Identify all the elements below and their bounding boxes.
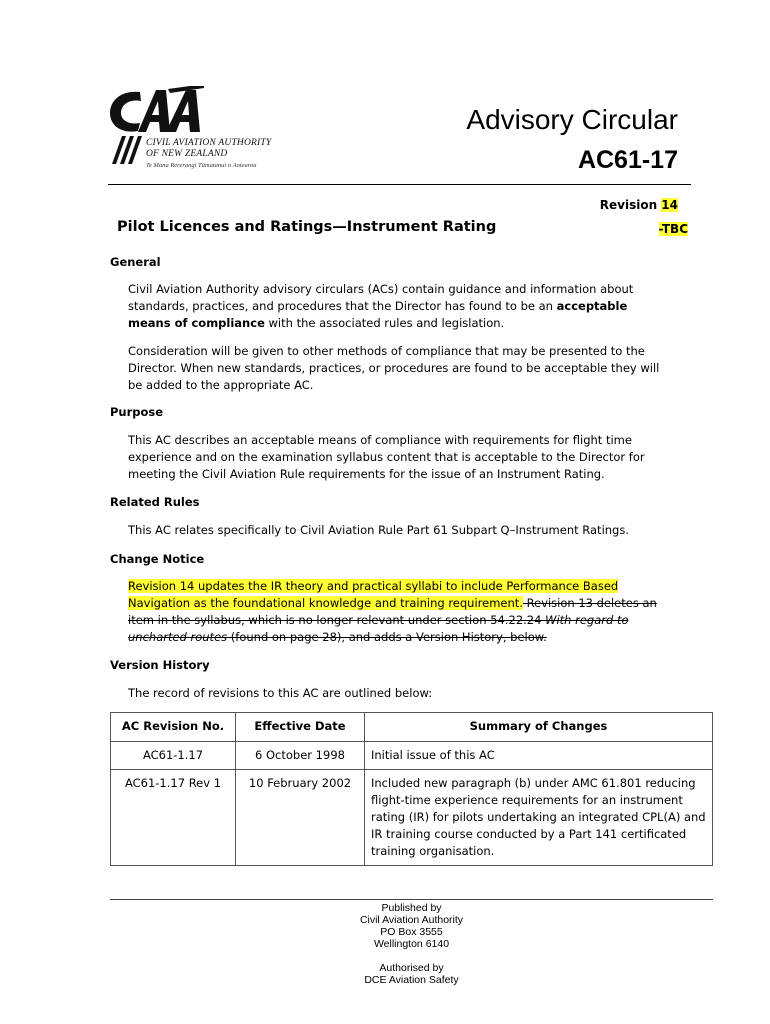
table-header-row (111, 713, 713, 742)
heading-purpose: Purpose (110, 405, 164, 419)
header-divider (108, 184, 691, 185)
revision-number: 14 (661, 198, 678, 212)
revision-tbc (659, 222, 688, 236)
logo-text-line3: Te Mana Rererangi Tūmatanui o Aotearoa (146, 162, 257, 169)
table-cell-revision: AC61-1.17 (111, 742, 236, 770)
change-notice-struck-b: (found on page 28), and adds a Version History, below. (227, 630, 547, 644)
version-history-intro: The record of revisions to this AC are outlined below: (128, 686, 433, 700)
footer-published-by: Published by (381, 902, 442, 914)
general-p1-text-b: with the associated rules and legislation. (264, 316, 505, 330)
footer-org: Civil Aviation Authority (359, 914, 464, 926)
table-cell-revision: AC61-1.17 Rev 1 (111, 770, 236, 866)
table-header-summary: Summary of Changes (365, 713, 713, 742)
table-header-revision: AC Revision No. (111, 713, 236, 742)
footer-po-box: PO Box 3555 (380, 926, 443, 938)
footer-authoriser: DCE Aviation Safety (364, 974, 459, 986)
table-header-date: Effective Date (236, 713, 365, 742)
table-cell-date: 10 February 2002 (236, 770, 365, 866)
heading-related-rules: Related Rules (110, 495, 200, 509)
revision-text: Revision (599, 198, 658, 212)
revision-label (600, 198, 678, 212)
heading-general: General (110, 255, 161, 269)
heading-version-history: Version History (110, 658, 210, 672)
table-cell-summary: Initial issue of this AC (365, 742, 713, 770)
version-history-table (110, 712, 713, 866)
table-row (111, 770, 713, 866)
document-title: Advisory Circular (466, 104, 678, 135)
tbc-text: -TBC (658, 222, 688, 236)
document-number: AC61-17 (577, 146, 678, 174)
general-paragraph-1 (128, 281, 673, 332)
caa-logo (108, 86, 278, 178)
general-paragraph-2: Consideration will be given to other methods of compliance that may be presented to the Director. When new standards, practices, or procedures are found to be acceptable they will be added to the appropriate AC. (128, 344, 660, 392)
ac-subject-title: Pilot Licences and Ratings—Instrument Rating (117, 219, 497, 235)
general-p1-text-a: Civil Aviation Authority advisory circulars (ACs) contain guidance and information about standards, practices, and procedures that the Director has found to be an (128, 282, 634, 313)
heading-change-notice: Change Notice (110, 552, 205, 566)
logo-text-line1: CIVIL AVIATION AUTHORITY (146, 138, 272, 148)
footer-divider (110, 899, 713, 900)
footer-authorised-by: Authorised by (379, 962, 444, 974)
change-notice-struck-italic: With regard to uncharted routes (128, 613, 629, 644)
change-notice-struck-a: Revision 13 deletes an item in the syllabus, which is no longer relevant under section 54.22.24 (128, 596, 657, 627)
footer-city: Wellington 6140 (373, 938, 450, 950)
table-cell-summary: Included new paragraph (b) under AMC 61.801 reducing flight-time experience requirements for an instrument rating (IR) for pilots undertaking an integrated CPL(A) and IR training course conducted by a Part 141 certificated training organisation. (365, 770, 713, 866)
purpose-paragraph: This AC describes an acceptable means of compliance with requirements for flight time experience and on the examination syllabus content that is acceptable to the Director for meeting the Civil Aviation Rule requirements for the issue of an Instrument Rating. (128, 433, 645, 481)
change-notice-highlighted: Revision 14 updates the IR theory and practical syllabi to include Performance Based Navigation as the foundational knowledge and training requirement. (128, 579, 619, 610)
general-p1-bold: acceptable means of compliance (128, 299, 628, 330)
logo-text-line2: OF NEW ZEALAND (146, 149, 228, 159)
table-row (111, 742, 713, 770)
footer (110, 902, 713, 986)
related-rules-paragraph: This AC relates specifically to Civil Aviation Rule Part 61 Subpart Q–Instrument Ratings. (128, 523, 629, 537)
footer-spacer (110, 950, 713, 962)
table-cell-date: 6 October 1998 (236, 742, 365, 770)
change-notice-paragraph (128, 578, 673, 646)
